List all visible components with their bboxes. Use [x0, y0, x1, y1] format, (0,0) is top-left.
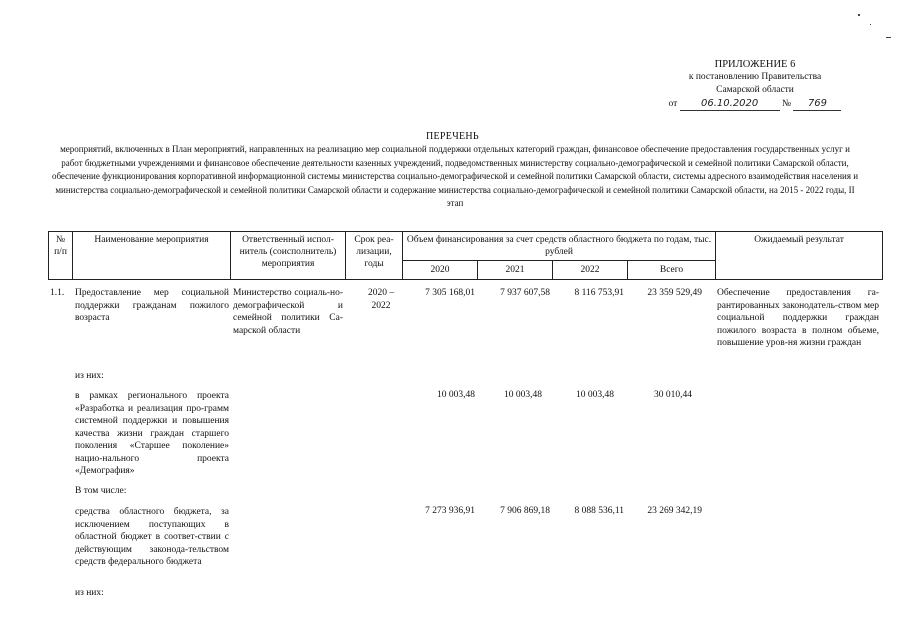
row-1-name: Предоставление мер социальной поддержки гражданам пожилого возраста — [75, 288, 229, 323]
row-1-total: 23 359 529,49 — [647, 288, 702, 298]
header-year-2022: 2022 — [553, 261, 628, 280]
row-3-name: средства областного бюджета, за исключением поступающих в областной бюджет в соответ-ствии с действующим законода-тельством средств федерального бюджета — [75, 507, 229, 567]
of-which-label-1: из них: — [75, 371, 104, 381]
header-num: № п/п — [49, 232, 73, 280]
number-label: № — [782, 99, 792, 109]
row-3-2022: 8 088 536,11 — [574, 506, 624, 516]
of-which-label-2: из них: — [75, 588, 104, 598]
row-2-2020: 10 003,48 — [437, 390, 475, 400]
row-1-result: Обеспечение предоставления га-рантированных законодатель-ством мер социальной поддержки граждан пожилого возраста в полном объеме, повышение уров-ня жизни граждан — [717, 288, 879, 348]
appendix-line-2: Самарской области — [716, 85, 794, 95]
header-term: Срок реа-лизации, годы — [346, 232, 403, 280]
handwritten-date: 06.10.2020 — [680, 97, 780, 111]
appendix-date-line — [640, 97, 870, 111]
row-2-name: в рамках регионального проекта «Разработка и реализация про-грамм системной поддержки и повышения качества жизни граждан старшего поколения «Старшее поколение» нацио-нального проекта «Демография» — [75, 391, 229, 476]
row-3-2020: 7 273 936,91 — [425, 506, 475, 516]
document-title: ПЕРЕЧЕНЬ — [426, 131, 479, 142]
header-result: Ожидаемый результат — [716, 232, 883, 280]
row-1-2021: 7 937 607,58 — [500, 288, 550, 298]
header-name: Наименование мероприятия — [73, 232, 231, 280]
from-label: от — [668, 99, 678, 109]
header-executor: Ответственный испол-нитель (соисполнитель) мероприятия — [231, 232, 346, 280]
including-label: В том числе: — [75, 486, 127, 496]
scan-dot-mark — [870, 24, 871, 25]
document-description: мероприятий, включенных в План мероприятий, направленных на реализацию мер социальной поддержки отдельных категорий граждан, финансовое обеспечение предоставления государственных услуг и работ бюджетными учреждениями и финансовое обеспечение деятельности казенных учреждений, подведомственных министерству социально-демографической и семейной политики Самарской области, обеспечение функционирования корпоративной информационной системы министерства социально-демографической и семейной политики Самарской области, системы адресного взаимодействия населения и министерства социально-демографической и семейной политики Самарской области и содержание министерства социально-демографической и семейной политики Самарской области, на 2015 - 2022 годы, II этап — [51, 144, 859, 208]
row-1-2022: 8 116 753,91 — [574, 288, 624, 298]
row-2-total: 30 010,44 — [654, 390, 692, 400]
row-1-executor: Министерство социаль-но-демографической и семейной политики Са-марской области — [233, 288, 343, 336]
row-2-2022: 10 003,48 — [576, 390, 614, 400]
header-total: Всего — [628, 261, 716, 280]
scan-dot-mark — [858, 14, 860, 16]
appendix-block — [640, 58, 870, 111]
row-3-total: 23 269 342,19 — [647, 506, 702, 516]
appendix-line-1: к постановлению Правительства — [688, 72, 822, 82]
header-year-2021: 2021 — [478, 261, 553, 280]
handwritten-number: 769 — [793, 97, 841, 111]
header-funding: Объем финансирования за счет средств областного бюджета по годам, тыс. рублей — [403, 232, 716, 261]
row-2-2021: 10 003,48 — [504, 390, 542, 400]
row-1-num: 1.1. — [50, 288, 65, 298]
scan-dash-mark — [886, 37, 891, 38]
appendix-title: ПРИЛОЖЕНИЕ 6 — [714, 59, 796, 70]
row-1-term: 2020 – 2022 — [367, 288, 395, 311]
row-1-2020: 7 305 168,01 — [425, 288, 475, 298]
funding-table-header — [48, 231, 883, 280]
header-year-2020: 2020 — [403, 261, 478, 280]
row-3-2021: 7 906 869,18 — [500, 506, 550, 516]
